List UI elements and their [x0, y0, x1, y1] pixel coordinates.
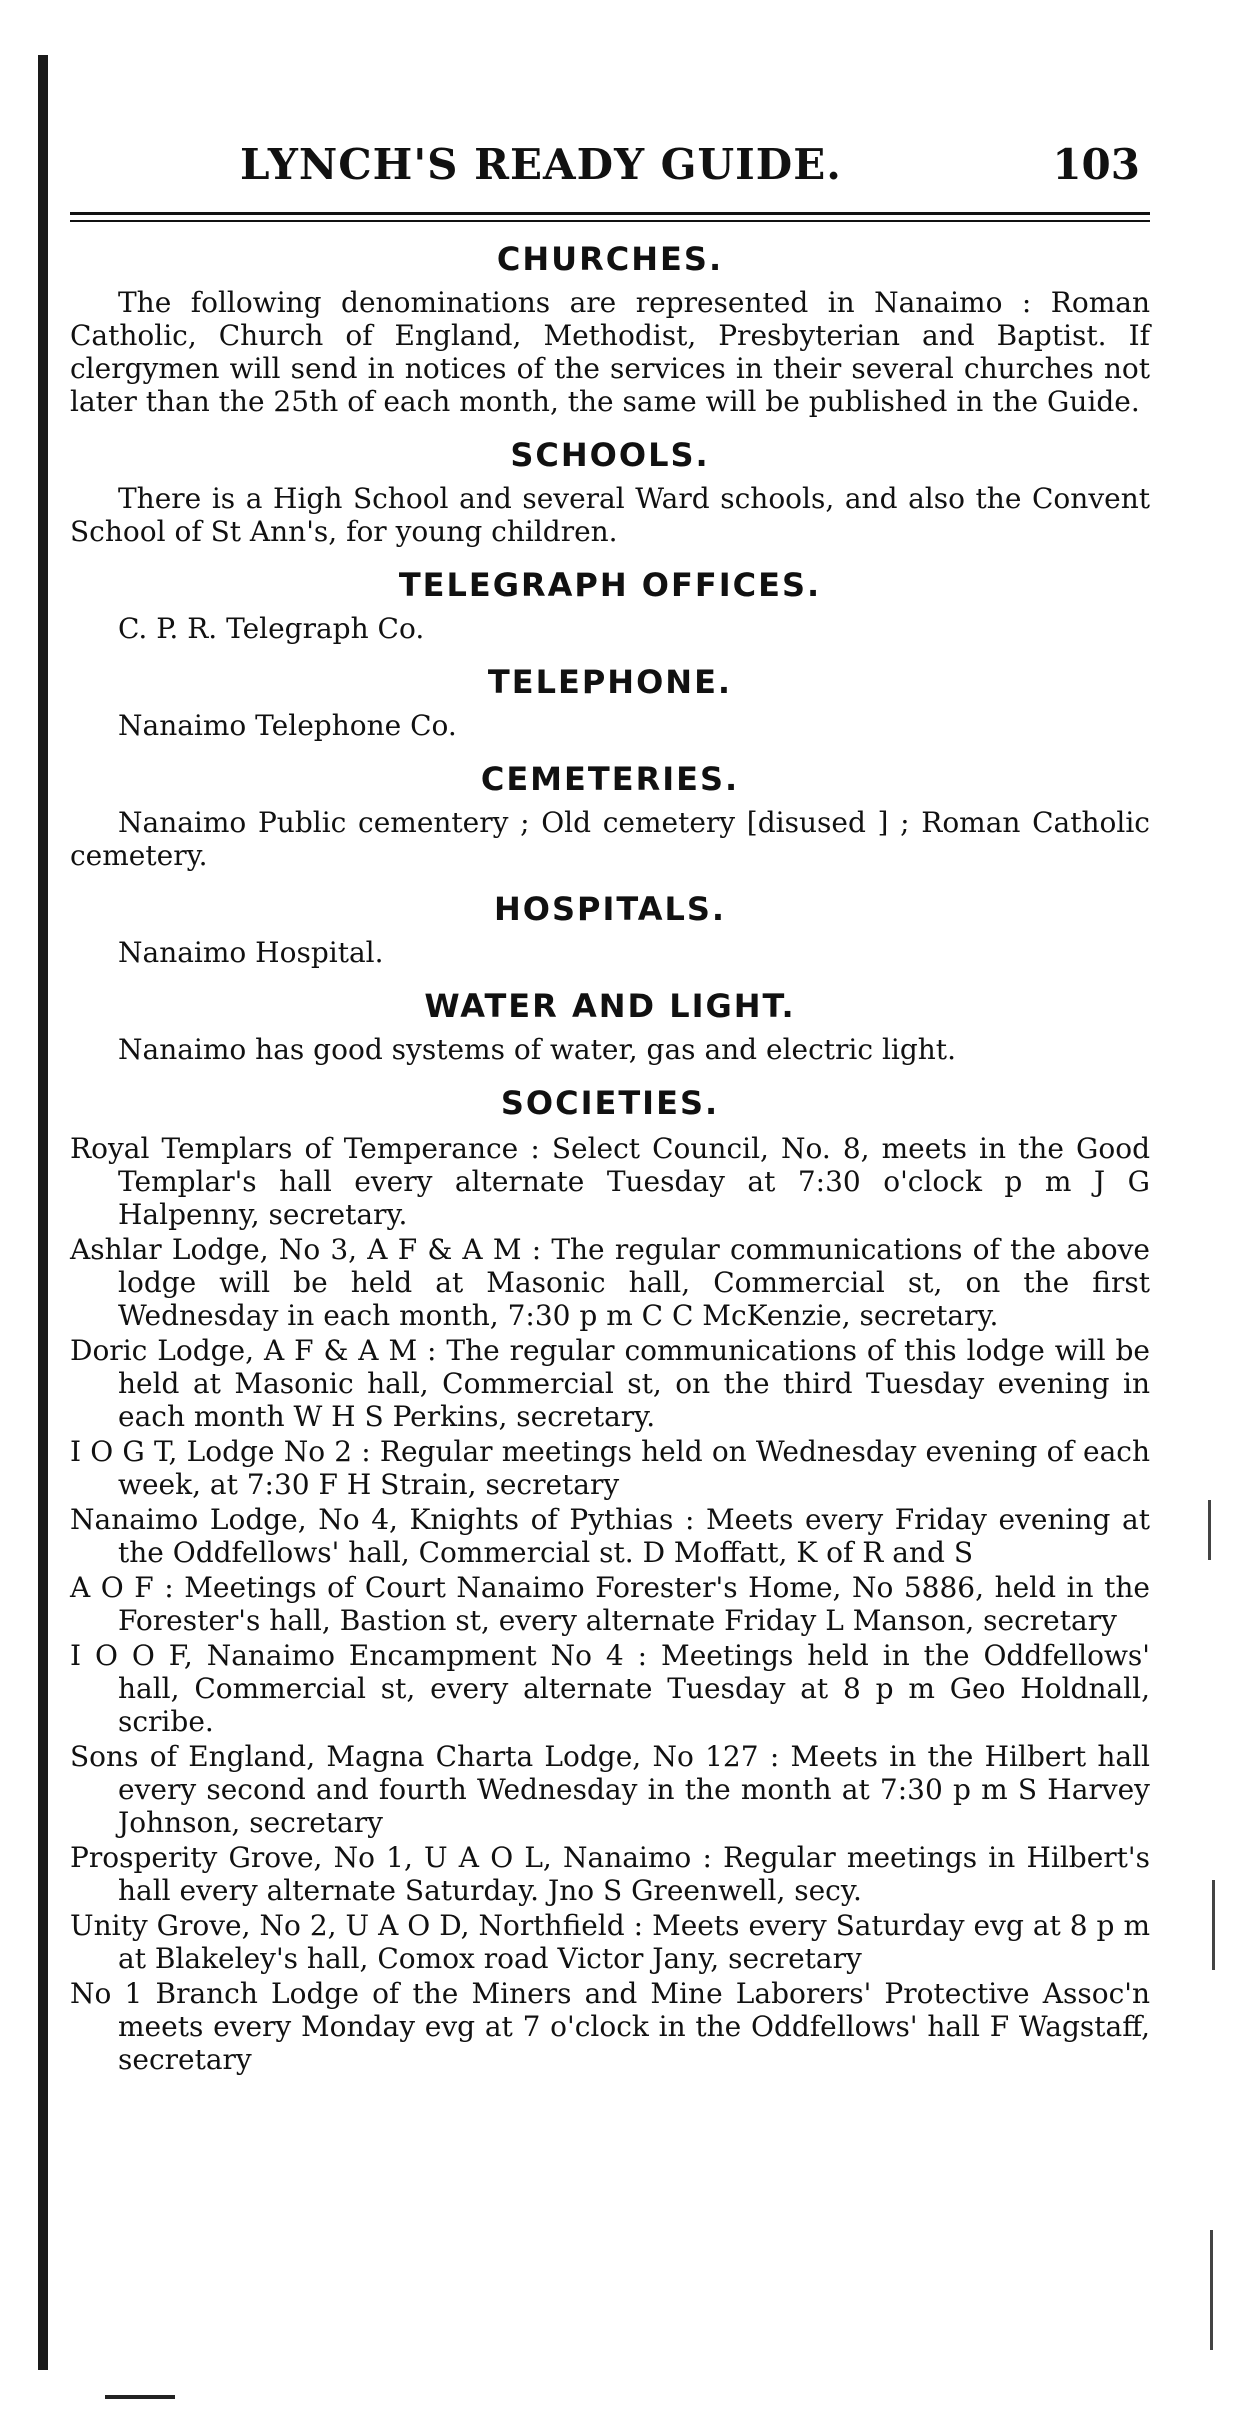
header-rule: [70, 212, 1150, 222]
society-entry: I O G T, Lodge No 2 : Regular meetings held on Wednesday evening of each week, at 7:30 F H Strain, secretary: [70, 1435, 1150, 1501]
scan-speck: [1208, 1500, 1211, 1560]
section-paragraph: Nanaimo Hospital.: [118, 936, 384, 969]
society-entry: Unity Grove, No 2, U A O D, Northfield : Meets every Saturday evg at 8 p m at Blakeley's hall, Comox road Victor Jany, secretary: [70, 1909, 1150, 1975]
section-heading: HOSPITALS.: [493, 890, 727, 928]
section-heading: TELEPHONE.: [487, 663, 733, 701]
section-water-and-light: [70, 987, 1150, 1066]
society-entry: Nanaimo Lodge, No 4, Knights of Pythias : Meets every Friday evening at the Oddfellows' hall, Commercial st. D Moffatt, K of R and S: [70, 1503, 1150, 1569]
society-entry: Ashlar Lodge, No 3, A F & A M : The regular communications of the above lodge will be held at Masonic hall, Commercial st, on the first Wednesday in each month, 7:30 p m C C McKenzie, secretary.: [70, 1233, 1150, 1332]
society-entry: Royal Templars of Temperance : Select Council, No. 8, meets in the Good Templar's hall every alternate Tuesday at 7:30 o'clock p m J G Halpenny, secretary.: [70, 1132, 1150, 1231]
section-telephone: [70, 663, 1150, 742]
section-heading: TELEGRAPH OFFICES.: [398, 566, 822, 604]
society-entry: A O F : Meetings of Court Nanaimo Forester's Home, No 5886, held in the Forester's hall, Bastion st, every alternate Friday L Manson, secretary: [70, 1571, 1150, 1637]
section-heading: CEMETERIES.: [480, 760, 740, 798]
society-entry: Prosperity Grove, No 1, U A O L, Nanaimo : Regular meetings in Hilbert's hall every alternate Saturday. Jno S Greenwell, secy.: [70, 1841, 1150, 1907]
section-paragraph: Nanaimo Telephone Co.: [118, 709, 457, 742]
section-heading: CHURCHES.: [496, 240, 724, 278]
section-heading: SOCIETIES.: [500, 1084, 720, 1122]
book-page: [70, 140, 1150, 2078]
societies-list: [70, 1132, 1150, 2076]
society-entry: No 1 Branch Lodge of the Miners and Mine Laborers' Protective Assoc'n meets every Monday evg at 7 o'clock in the Oddfellows' hall F Wagstaff, secretary: [70, 1977, 1150, 2076]
page-edge-bar: [38, 55, 48, 2370]
page-number: 103: [1052, 140, 1140, 189]
society-entry: I O O F, Nanaimo Encampment No 4 : Meetings held in the Oddfellows' hall, Commercial st, every alternate Tuesday at 8 p m Geo Holdnall, scribe.: [70, 1639, 1150, 1738]
scan-speck: [1210, 2230, 1213, 2350]
running-title: LYNCH'S READY GUIDE.: [240, 140, 842, 189]
section-paragraph: Nanaimo Public cementery ; Old cemetery [disused ] ; Roman Catholic cemetery.: [70, 806, 1150, 872]
section-churches: [70, 240, 1150, 418]
section-paragraph: C. P. R. Telegraph Co.: [118, 612, 425, 645]
society-entry: Doric Lodge, A F & A M : The regular communications of this lodge will be held at Masonic hall, Commercial st, on the third Tuesday evening in each month W H S Perkins, secretary.: [70, 1334, 1150, 1433]
section-heading: SCHOOLS.: [510, 436, 710, 474]
society-entry: Sons of England, Magna Charta Lodge, No 127 : Meets in the Hilbert hall every second and fourth Wednesday in the month at 7:30 p m S Harvey Johnson, secretary: [70, 1740, 1150, 1839]
bottom-rule: [105, 2395, 175, 2399]
running-header: [70, 140, 1150, 200]
section-hospitals: [70, 890, 1150, 969]
section-paragraph: There is a High School and several Ward schools, and also the Convent School of St Ann's, for young children.: [70, 482, 1150, 548]
section-cemeteries: [70, 760, 1150, 872]
section-heading: WATER AND LIGHT.: [424, 987, 796, 1025]
section-paragraph: The following denominations are represented in Nanaimo : Roman Catholic, Church of England, Methodist, Presbyterian and Baptist. If clergymen will send in notices of the services in their several churches not later than the 25th of each month, the same will be published in the Guide.: [70, 286, 1150, 418]
section-paragraph: Nanaimo has good systems of water, gas and electric light.: [118, 1033, 956, 1066]
section-telegraph-offices: [70, 566, 1150, 645]
scan-speck: [1212, 1880, 1215, 1970]
section-schools: [70, 436, 1150, 548]
section-societies: [70, 1084, 1150, 2076]
